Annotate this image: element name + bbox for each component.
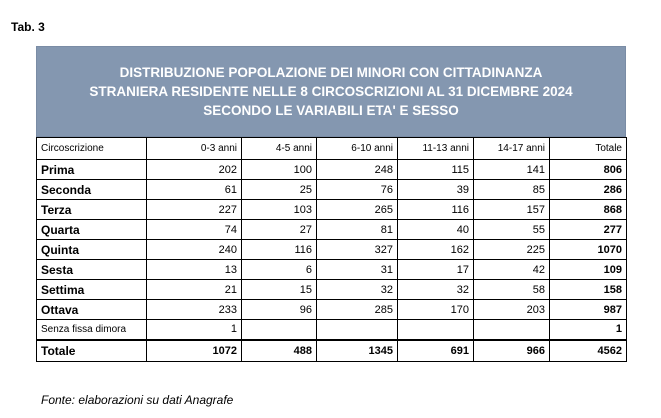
table-row xyxy=(37,180,627,200)
table-cell: 25 xyxy=(242,180,317,200)
table-cell: 327 xyxy=(317,240,398,260)
table-cell: 233 xyxy=(147,300,242,320)
row-name: Quarta xyxy=(37,220,147,240)
table-cell: 32 xyxy=(317,280,398,300)
table-row xyxy=(37,200,627,220)
table-cell xyxy=(474,320,550,340)
header-totale: Totale xyxy=(550,138,627,160)
table-cell: 103 xyxy=(242,200,317,220)
source-note: Fonte: elaborazioni su dati Anagrafe xyxy=(41,393,234,407)
table-row xyxy=(37,240,627,260)
header-11-13: 11-13 anni xyxy=(398,138,474,160)
row-name: Sesta xyxy=(37,260,147,280)
table-cell: 691 xyxy=(398,340,474,362)
table-cell: 21 xyxy=(147,280,242,300)
table-cell: 58 xyxy=(474,280,550,300)
table-cell: 987 xyxy=(550,300,627,320)
table-cell xyxy=(317,320,398,340)
row-name: Ottava xyxy=(37,300,147,320)
table-title xyxy=(36,46,626,137)
table-cell xyxy=(398,320,474,340)
table-cell: 966 xyxy=(474,340,550,362)
table-cell: 17 xyxy=(398,260,474,280)
row-name: Senza fissa dimora xyxy=(37,320,147,340)
table-cell xyxy=(242,320,317,340)
table-cell: 1 xyxy=(550,320,627,340)
title-line-1: DISTRIBUZIONE POPOLAZIONE DEI MINORI CON CITTADINANZA xyxy=(119,65,543,80)
table-row xyxy=(37,340,627,362)
title-line-2: STRANIERA RESIDENTE NELLE 8 CIRCOSCRIZIONI AL 31 DICEMBRE 2024 xyxy=(89,84,573,99)
table-cell: 1345 xyxy=(317,340,398,362)
table-cell: 109 xyxy=(550,260,627,280)
table-cell: 4562 xyxy=(550,340,627,362)
table-cell: 81 xyxy=(317,220,398,240)
table-cell: 248 xyxy=(317,160,398,180)
data-table xyxy=(36,137,627,362)
header-4-5: 4-5 anni xyxy=(242,138,317,160)
table-cell: 6 xyxy=(242,260,317,280)
row-name: Prima xyxy=(37,160,147,180)
table-cell: 227 xyxy=(147,200,242,220)
table-row xyxy=(37,220,627,240)
table-cell: 1 xyxy=(147,320,242,340)
table-cell: 13 xyxy=(147,260,242,280)
table-cell: 27 xyxy=(242,220,317,240)
header-14-17: 14-17 anni xyxy=(474,138,550,160)
row-name: Quinta xyxy=(37,240,147,260)
table-row xyxy=(37,320,627,340)
table-cell: 162 xyxy=(398,240,474,260)
table-cell: 116 xyxy=(242,240,317,260)
table-cell: 39 xyxy=(398,180,474,200)
table-cell: 141 xyxy=(474,160,550,180)
table-cell: 116 xyxy=(398,200,474,220)
table-cell: 286 xyxy=(550,180,627,200)
row-name: Terza xyxy=(37,200,147,220)
table-row xyxy=(37,280,627,300)
header-6-10: 6-10 anni xyxy=(317,138,398,160)
table-cell: 240 xyxy=(147,240,242,260)
table-cell: 61 xyxy=(147,180,242,200)
table-cell: 806 xyxy=(550,160,627,180)
table-cell: 40 xyxy=(398,220,474,240)
table-row xyxy=(37,160,627,180)
table-cell: 96 xyxy=(242,300,317,320)
table-cell: 158 xyxy=(550,280,627,300)
table-cell: 15 xyxy=(242,280,317,300)
header-circoscrizione: Circoscrizione xyxy=(37,138,147,160)
table-cell: 1072 xyxy=(147,340,242,362)
table-row xyxy=(37,300,627,320)
title-line-3: SECONDO LE VARIABILI ETA' E SESSO xyxy=(203,103,459,118)
table-cell: 285 xyxy=(317,300,398,320)
table-body xyxy=(37,160,627,362)
table-cell: 170 xyxy=(398,300,474,320)
population-table xyxy=(36,46,626,362)
table-cell: 100 xyxy=(242,160,317,180)
table-cell: 203 xyxy=(474,300,550,320)
header-row xyxy=(37,138,627,160)
table-cell: 225 xyxy=(474,240,550,260)
table-cell: 202 xyxy=(147,160,242,180)
table-cell: 157 xyxy=(474,200,550,220)
table-cell: 1070 xyxy=(550,240,627,260)
table-cell: 488 xyxy=(242,340,317,362)
table-cell: 277 xyxy=(550,220,627,240)
table-cell: 115 xyxy=(398,160,474,180)
row-name: Totale xyxy=(37,340,147,362)
table-number-label: Tab. 3 xyxy=(11,20,45,34)
row-name: Settima xyxy=(37,280,147,300)
table-cell: 42 xyxy=(474,260,550,280)
table-cell: 74 xyxy=(147,220,242,240)
row-name: Seconda xyxy=(37,180,147,200)
table-cell: 76 xyxy=(317,180,398,200)
table-cell: 868 xyxy=(550,200,627,220)
table-cell: 265 xyxy=(317,200,398,220)
table-cell: 32 xyxy=(398,280,474,300)
header-0-3: 0-3 anni xyxy=(147,138,242,160)
table-cell: 31 xyxy=(317,260,398,280)
table-row xyxy=(37,260,627,280)
table-cell: 55 xyxy=(474,220,550,240)
table-cell: 85 xyxy=(474,180,550,200)
